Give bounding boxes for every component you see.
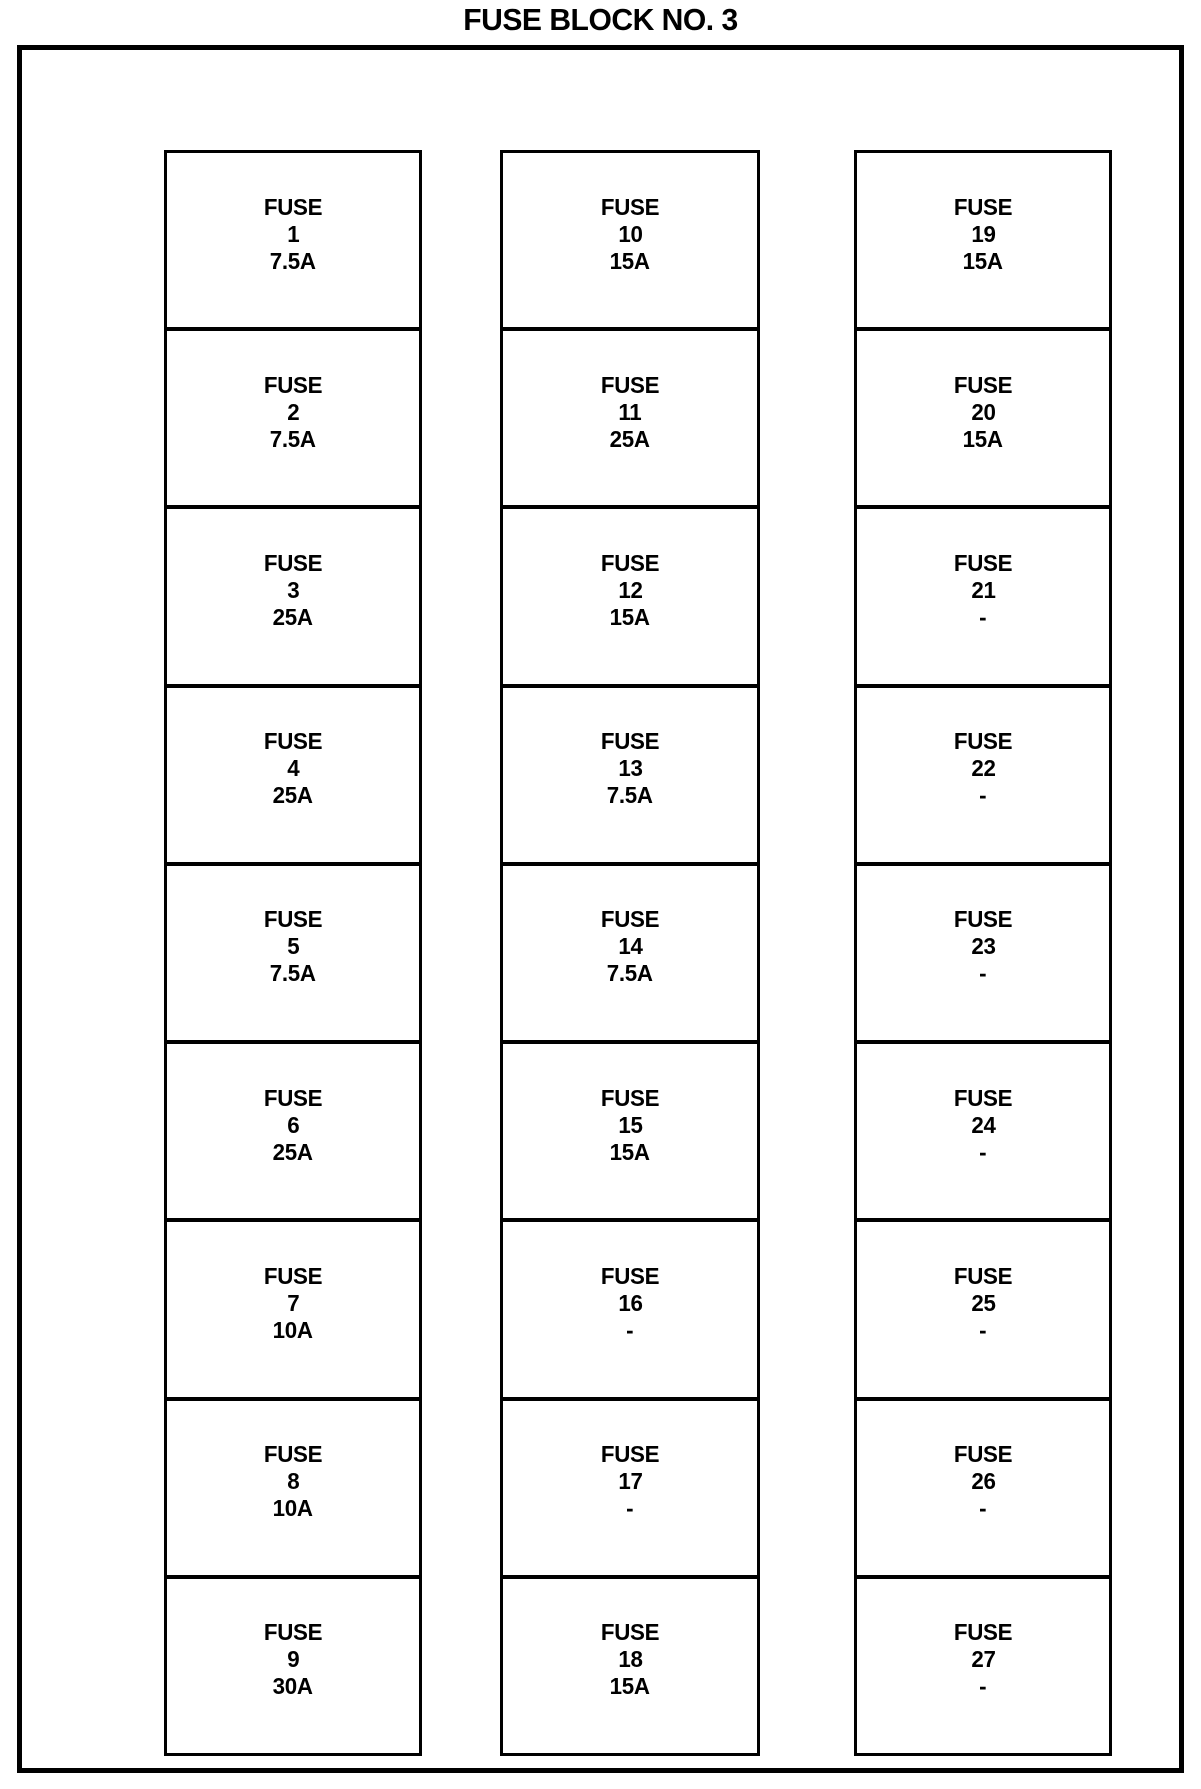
fuse-column-1 — [164, 150, 422, 1756]
fuse-number: 23 — [970, 933, 996, 960]
fuse-number: 16 — [617, 1289, 643, 1316]
fuse-cell-27 — [857, 1575, 1109, 1753]
fuse-number: 20 — [970, 398, 996, 425]
fuse-amperage: 7.5A — [270, 425, 316, 452]
fuse-cell-10 — [503, 153, 757, 327]
fuse-cell-4 — [167, 684, 419, 862]
fuse-number: 6 — [286, 1111, 300, 1138]
fuse-cell-1 — [167, 153, 419, 327]
fuse-word: FUSE — [263, 1441, 323, 1468]
fuse-cell-6 — [167, 1040, 419, 1218]
fuse-amperage: 15A — [962, 247, 1004, 274]
fuse-number: 21 — [970, 577, 996, 604]
fuse-amperage: 7.5A — [607, 782, 653, 809]
fuse-cell-21 — [857, 505, 1109, 683]
fuse-column-2 — [500, 150, 760, 1756]
fuse-cell-17 — [503, 1397, 757, 1575]
fuse-cell-19 — [857, 153, 1109, 327]
fuse-cell-18 — [503, 1575, 757, 1753]
fuse-cell-2 — [167, 327, 419, 505]
fuse-amperage: 15A — [962, 425, 1004, 452]
fuse-word: FUSE — [953, 1084, 1013, 1111]
fuse-cell-11 — [503, 327, 757, 505]
fuse-number: 27 — [970, 1646, 996, 1673]
fuse-word: FUSE — [263, 906, 323, 933]
fuse-word: FUSE — [600, 906, 660, 933]
fuse-word: FUSE — [600, 1441, 660, 1468]
fuse-cell-3 — [167, 505, 419, 683]
fuse-amperage: - — [626, 1495, 634, 1522]
fuse-number: 17 — [617, 1468, 643, 1495]
fuse-cell-8 — [167, 1397, 419, 1575]
fuse-word: FUSE — [953, 193, 1013, 220]
fuse-number: 4 — [286, 755, 300, 782]
fuse-cell-15 — [503, 1040, 757, 1218]
fuse-column-3 — [854, 150, 1112, 1756]
fuse-cell-24 — [857, 1040, 1109, 1218]
fuse-word: FUSE — [600, 193, 660, 220]
fuse-word: FUSE — [263, 1084, 323, 1111]
fuse-cell-16 — [503, 1218, 757, 1396]
fuse-word: FUSE — [600, 1619, 660, 1646]
fuse-amperage: - — [979, 1138, 987, 1165]
fuse-amperage: 25A — [272, 604, 314, 631]
fuse-cell-7 — [167, 1218, 419, 1396]
fuse-cell-22 — [857, 684, 1109, 862]
fuse-number: 14 — [617, 933, 643, 960]
fuse-number: 7 — [286, 1289, 300, 1316]
fuse-amperage: 25A — [272, 1138, 314, 1165]
fuse-number: 15 — [617, 1111, 643, 1138]
fuse-cell-26 — [857, 1397, 1109, 1575]
fuse-word: FUSE — [263, 371, 323, 398]
outer-frame — [17, 45, 1184, 1773]
fuse-number: 22 — [970, 755, 996, 782]
fuse-number: 2 — [286, 398, 300, 425]
fuse-amperage: 10A — [272, 1495, 314, 1522]
fuse-number: 19 — [970, 220, 996, 247]
fuse-number: 8 — [286, 1468, 300, 1495]
fuse-amperage: 7.5A — [270, 960, 316, 987]
fuse-cell-12 — [503, 505, 757, 683]
fuse-word: FUSE — [263, 1262, 323, 1289]
fuse-number: 5 — [286, 933, 300, 960]
fuse-cell-14 — [503, 862, 757, 1040]
fuse-word: FUSE — [263, 728, 323, 755]
fuse-amperage: 15A — [609, 1138, 651, 1165]
fuse-word: FUSE — [600, 1084, 660, 1111]
fuse-amperage: 15A — [609, 247, 651, 274]
fuse-cell-5 — [167, 862, 419, 1040]
fuse-word: FUSE — [263, 550, 323, 577]
fuse-number: 18 — [617, 1646, 643, 1673]
fuse-number: 12 — [617, 577, 643, 604]
fuse-amperage: 10A — [272, 1316, 314, 1343]
fuse-amperage: 15A — [609, 604, 651, 631]
fuse-amperage: - — [979, 1316, 987, 1343]
fuse-word: FUSE — [600, 550, 660, 577]
fuse-word: FUSE — [953, 728, 1013, 755]
fuse-cell-25 — [857, 1218, 1109, 1396]
fuse-amperage: - — [979, 604, 987, 631]
fuse-number: 1 — [286, 220, 300, 247]
fuse-amperage: 30A — [272, 1673, 314, 1700]
fuse-word: FUSE — [953, 1441, 1013, 1468]
fuse-word: FUSE — [953, 906, 1013, 933]
fuse-number: 9 — [286, 1646, 300, 1673]
fuse-word: FUSE — [953, 371, 1013, 398]
fuse-amperage: - — [979, 782, 987, 809]
fuse-number: 13 — [617, 755, 643, 782]
fuse-word: FUSE — [600, 371, 660, 398]
fuse-number: 26 — [970, 1468, 996, 1495]
fuse-cell-23 — [857, 862, 1109, 1040]
fuse-number: 11 — [618, 398, 642, 425]
fuse-cell-20 — [857, 327, 1109, 505]
fuse-amperage: 25A — [609, 425, 651, 452]
fuse-number: 10 — [617, 220, 643, 247]
fuse-amperage: - — [979, 1495, 987, 1522]
fuse-amperage: 15A — [609, 1673, 651, 1700]
fuse-word: FUSE — [600, 728, 660, 755]
fuse-amperage: 7.5A — [270, 247, 316, 274]
fuse-amperage: - — [979, 1673, 987, 1700]
fuse-word: FUSE — [953, 1619, 1013, 1646]
fuse-word: FUSE — [953, 550, 1013, 577]
fuse-cell-9 — [167, 1575, 419, 1753]
fuse-word: FUSE — [600, 1262, 660, 1289]
fuse-number: 3 — [286, 577, 300, 604]
fuse-amperage: 7.5A — [607, 960, 653, 987]
fuse-amperage: 25A — [272, 782, 314, 809]
page-title: FUSE BLOCK NO. 3 — [463, 2, 738, 37]
fuse-amperage: - — [979, 960, 987, 987]
fuse-word: FUSE — [953, 1262, 1013, 1289]
fuse-word: FUSE — [263, 193, 323, 220]
fuse-number: 25 — [970, 1289, 996, 1316]
fuse-cell-13 — [503, 684, 757, 862]
fuse-number: 24 — [970, 1111, 996, 1138]
fuse-amperage: - — [626, 1316, 634, 1343]
fuse-word: FUSE — [263, 1619, 323, 1646]
